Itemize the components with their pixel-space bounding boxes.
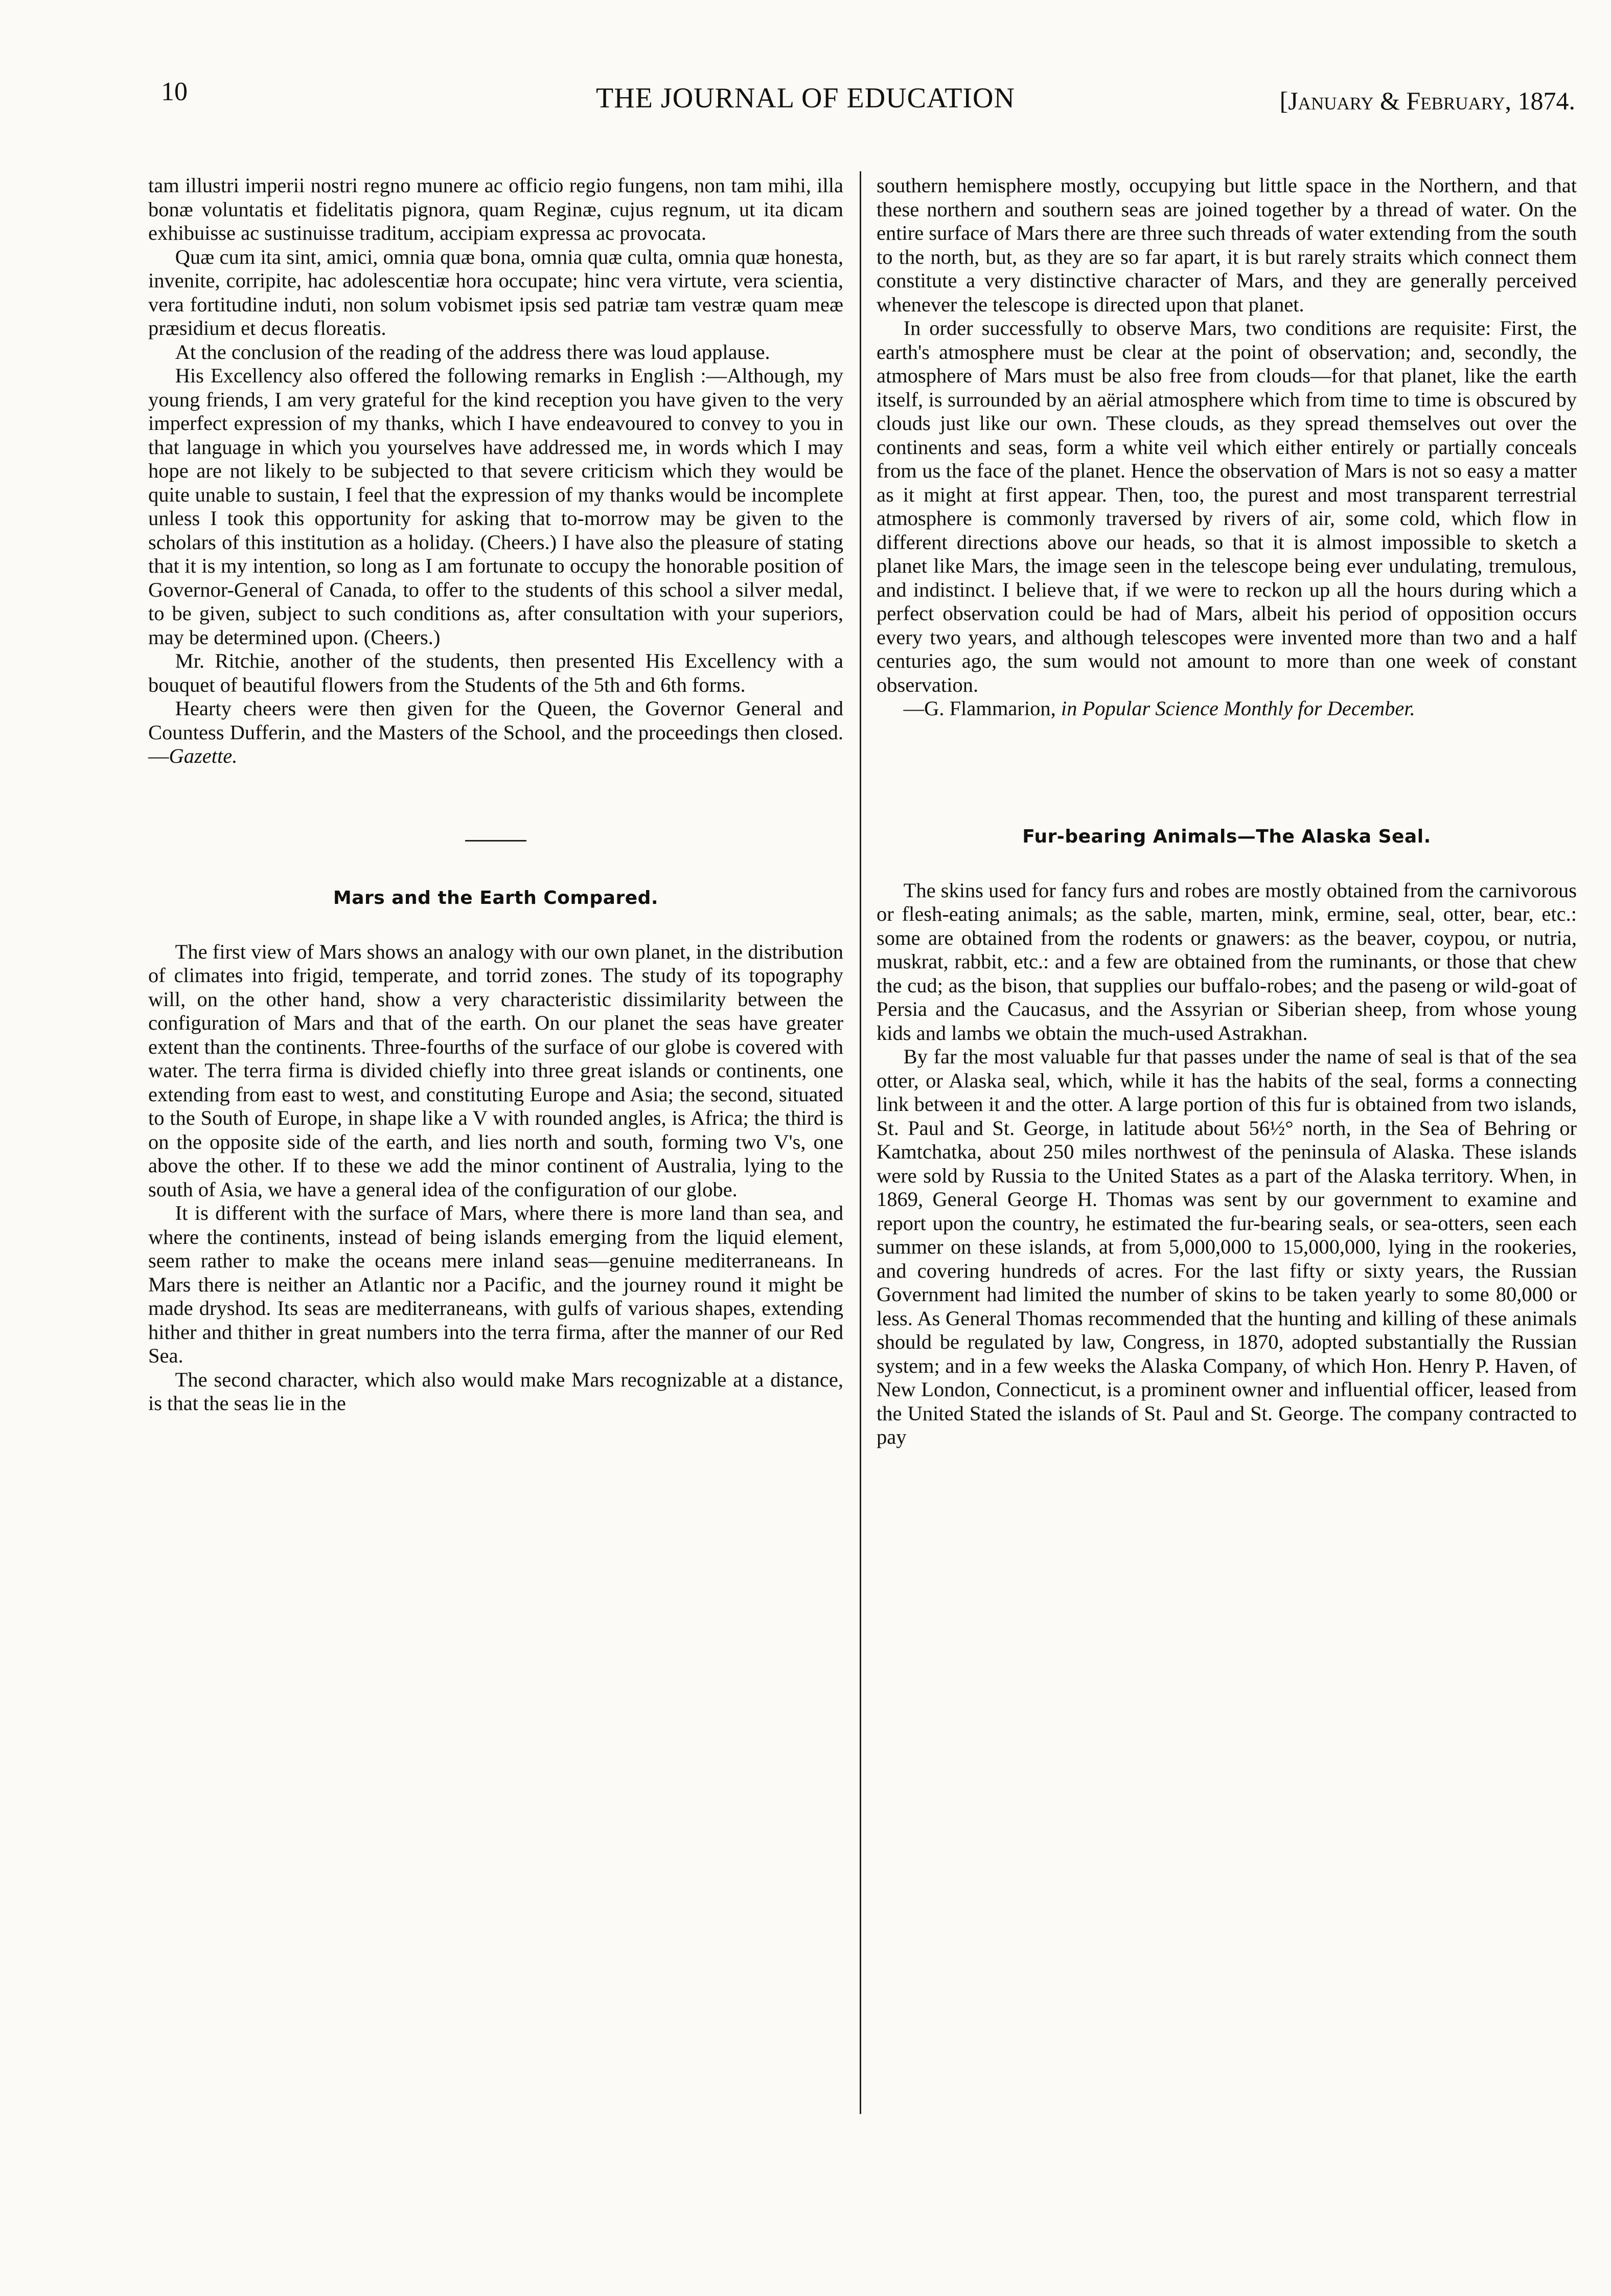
right-column (877, 174, 1577, 1449)
article-headline-mars: Mars and the Earth Compared. (333, 887, 659, 908)
latin-address-paragraph: Quæ cum ita sint, amici, omnia quæ bona, omnia quæ culta, omnia quæ honesta, invenite, corripite, hac adolescentiæ hora occupate; hinc vera virtute, vera scientia, vera fortitudine induti, non solum vobismet ipsis sed patriæ tam vestræ quam meæ præsidium et decus floreatis. (148, 245, 843, 339)
body-paragraph: At the conclusion of the reading of the address there was loud applause. (175, 340, 770, 363)
article-paragraph: The first view of Mars shows an analogy with our own planet, in the distribution of climates into frigid, temperate, and torrid zones. The study of its topography will, on the other hand, show a very characteristic dissimilarity between the configuration of Mars and that of the earth. On our planet the seas have greater extent than the continents. Three-fourths of the surface of our globe is covered with water. The terra firma is divided chiefly into three great islands or continents, one extending from east to west, and constituting Europe and Asia; the second, situated to the South of Europe, in shape like a V with rounded angles, is Africa; the third is on the opposite side of the earth, and lies north and south, forming two V's, one above the other. If to these we add the minor continent of Australia, lying to the south of Asia, we have a general idea of the configuration of our globe. (148, 940, 843, 1201)
left-column (148, 174, 843, 1416)
article-paragraph: In order successfully to observe Mars, two conditions are requisite: First, the earth's atmosphere must be clear at the point of observation; and, secondly, the atmosphere of Mars must be also free from clouds—for that planet, like the earth itself, is surrounded by an aërial atmosphere which from time to time is obscured by clouds just like our own. These clouds, as they spread themselves out over the continents and seas, form a white veil which either entirely or partially conceals from us the face of the planet. Hence the observation of Mars is not so easy a matter as it might at first appear. Then, too, the purest and most transparent terrestrial atmosphere is commonly traversed by rivers of air, some cold, which flow in different directions above our heads, so that it is almost impossible to sketch a planet like Mars, the image seen in the telescope being ever undulating, tremulous, and indistinct. I believe that, if we were to reckon up all the hours during which a perfect observation could be had of Mars, albeit his period of opposition occurs every two years, and although telescopes were invented more than two and a half centuries ago, the sum would not amount to more than one week of constant observation. (877, 316, 1577, 696)
closing-source: Gazette. (169, 744, 238, 767)
closing-paragraph-text: Hearty cheers were then given for the Queen, the Governor General and Countess Dufferin, and the Masters of the School, and the proceedings then closed.— (148, 697, 843, 767)
journal-title: THE JOURNAL OF EDUCATION (596, 82, 1015, 114)
article-paragraph: The skins used for fancy furs and robes are mostly obtained from the carnivorous or flesh-eating animals; as the sable, marten, mink, ermine, seal, otter, bear, etc.: some are obtained from the rodents or gnawers: as the beaver, coypou, or nutria, muskrat, rabbit, etc.: and a few are obtained from the ruminants, or those that chew the cud; as the bison, that supplies our buffalo-robes; and the paseng or wild-goat of Persia and the Caucasus, and the Assyrian or Siberian sheep, from whose young kids and lambs we obtain the much-used Astrakhan. (877, 878, 1577, 1044)
page-number: 10 (161, 77, 188, 106)
body-paragraph: His Excellency also offered the following remarks in English :—Although, my young friends, I am very grateful for the kind reception you have given to the very imperfect expression of my thanks, which I have endeavoured to convey to you in that language in which you yourselves have addressed me, in words which I may hope are not likely to be subjected to that severe criticism which they would be quite unable to sustain, I feel that the expression of my thanks would be incomplete unless I took this opportunity for asking that to-morrow may be given to the scholars of this institution as a holiday. (Cheers.) I have also the pleasure of stating that it is my intention, so long as I am fortunate to occupy the honorable position of Governor-General of Canada, to offer to the students of this school a silver medal, to be given, subject to such conditions as, after consultation with your superiors, may be determined upon. (Cheers.) (148, 364, 843, 649)
article-paragraph: southern hemisphere mostly, occupying but little space in the Northern, and that these northern and southern seas are joined together by a thread of water. On the entire surface of Mars there are three such threads of water extending from the south to the north, but, as they are so far apart, it is but rarely straits which connect them constitute a very distinctive character of Mars, and they are generally perceived whenever the telescope is directed upon that planet. (877, 174, 1577, 316)
issue-date: [January & February, 1874. (1279, 86, 1575, 115)
article-headline-fur: Fur-bearing Animals—The Alaska Seal. (1022, 826, 1431, 847)
column-divider (860, 171, 861, 2114)
article-attribution (877, 697, 1577, 721)
article-paragraph: It is different with the surface of Mars, where there is more land than sea, and where the continents, instead of being islands emerging from the liquid element, seem rather to make the oceans mere inland seas—genuine mediterraneans. In Mars there is neither an Atlantic nor a Pacific, and the journey round it might be made dryshod. Its seas are mediterraneans, with gulfs of various shapes, extending hither and thither in great numbers into the terra firma, after the manner of our Red Sea. (148, 1201, 843, 1367)
section-spacer (877, 721, 1577, 808)
section-rule (465, 840, 526, 842)
attribution-source: in Popular Science Monthly for December. (1061, 697, 1415, 720)
body-paragraph: Mr. Ritchie, another of the students, then presented His Excellency with a bouquet of beautiful flowers from the Students of the 5th and 6th forms. (148, 649, 843, 696)
closing-paragraph (148, 697, 843, 768)
article-paragraph: The second character, which also would make Mars recognizable at a distance, is that the seas lie in the (148, 1368, 843, 1415)
article-paragraph: By far the most valuable fur that passes under the name of seal is that of the sea otter, or Alaska seal, which, while it has the habits of the seal, forms a connecting link between it and the otter. A large portion of this fur is obtained from two islands, St. Paul and St. George, in latitude about 56½° north, in the Sea of Behring or Kamtchatka, about 250 miles northwest of the peninsula of Alaska. These islands were sold by Russia to the United States as a part of the Alaska territory. When, in 1869, General George H. Thomas was sent by our government to examine and report upon the country, he estimated the fur-bearing seals, or sea-otters, seen each summer on these islands, at from 5,000,000 to 15,000,000, lying in the rookeries, and covering hundreds of acres. For the last fifty or sixty years, the Russian Government had limited the number of skins to be taken yearly to some 80,000 or less. As General Thomas recommended that the hunting and killing of these animals should be regulated by law, Congress, in 1870, adopted substantially the Russian system; and in a few weeks the Alaska Company, of which Hon. Henry P. Haven, of New London, Connecticut, is a prominent owner and influential officer, leased from the United Stated the islands of St. Paul and St. George. The company contracted to pay (877, 1045, 1577, 1448)
latin-address-paragraph: tam illustri imperii nostri regno munere ac officio regio fungens, non tam mihi, illa bonæ voluntatis et fidelitatis pignora, quam Reginæ, cujus regnum, ut ita dicam exhibuisse ac sustinuisse traditum, accipiam expressa ac provocata. (148, 174, 843, 244)
attribution-author: —G. Flammarion, (903, 697, 1056, 720)
page-header (0, 77, 1611, 123)
